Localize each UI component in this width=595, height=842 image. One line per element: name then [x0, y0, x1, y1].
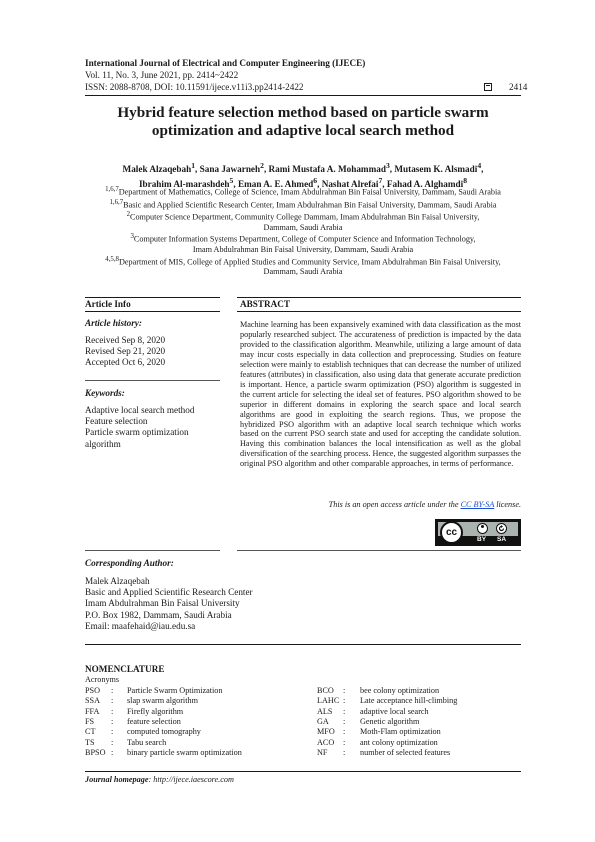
affiliation-sup: 1,6,7 — [109, 198, 124, 206]
acronyms-label: Acronyms — [85, 675, 120, 684]
acronym-row — [85, 686, 285, 696]
keyword: Adaptive local search method — [85, 405, 195, 415]
keywords-rule — [85, 380, 220, 381]
keyword: Feature selection — [85, 416, 148, 427]
affiliation — [85, 255, 521, 277]
acronym-colon: : — [343, 716, 346, 726]
abstract-rule-top — [237, 297, 521, 298]
corresponding-line: Imam Abdulrahman Bin Faisal University — [85, 598, 240, 609]
acronym-colon: : — [111, 727, 114, 737]
attribution-icon — [477, 523, 488, 534]
acronym-row — [317, 717, 517, 727]
article-info-rule-top — [85, 297, 220, 298]
author-sep: , — [481, 164, 484, 175]
acronym-abbr: BCO — [317, 686, 334, 695]
acronym-colon: : — [343, 696, 346, 706]
acronym-definition: ant colony optimization — [360, 737, 438, 747]
acronym-abbr: ALS — [317, 706, 333, 716]
author-name: Ibrahim Al-marashdeh — [138, 179, 230, 190]
title-line: optimization and adaptive local search method — [151, 122, 455, 139]
acronym-definition: Late acceptance hill-climbing — [360, 696, 458, 706]
acronym-abbr: CT — [85, 727, 96, 737]
acronym-row — [317, 696, 517, 706]
affiliation-line: Dammam, Saudi Arabia — [263, 222, 343, 232]
corresponding-line: P.O. Box 1982, Dammam, Saudi Arabia — [85, 609, 232, 620]
acronym-colon: : — [111, 737, 114, 747]
acronym-definition: bee colony optimization — [360, 686, 440, 695]
acronym-colon: : — [111, 686, 114, 695]
author-sep: , — [389, 164, 395, 175]
author-sup: 2 — [260, 161, 264, 170]
affiliation-line: Computer Science Department, Community College Dammam, Imam Abdulrahman Bin Faisal University, — [130, 212, 480, 222]
acronym-row — [85, 707, 285, 717]
affiliation-line: Department of MIS, College of Applied Studies and Community Service, Imam Abdulrahman Bin Faisal University, — [118, 257, 501, 267]
acronym-row — [85, 727, 285, 737]
affiliation-line: Imam Abdulrahman Bin Faisal University, Dammam, Saudi Arabia — [192, 244, 414, 254]
author-sup: 6 — [313, 176, 318, 186]
acronym-colon: : — [343, 727, 346, 737]
page-number: 2414 — [509, 82, 528, 92]
license-prefix: This is an open access article under the — [328, 500, 461, 509]
acronym-abbr: FFA — [85, 706, 100, 716]
journal-homepage — [85, 775, 234, 784]
author-sup: 5 — [229, 176, 234, 186]
nomenclature-title: NOMENCLATURE — [85, 664, 165, 674]
affiliation-line: Dammam, Saudi Arabia — [263, 267, 343, 277]
article-info-heading: Article Info — [85, 299, 131, 309]
corresponding-line: Basic and Applied Scientific Research Center — [85, 587, 253, 598]
acronym-colon: : — [111, 747, 114, 757]
book-icon — [484, 83, 492, 91]
author-name: Mutasem K. Alsmadi — [394, 164, 478, 175]
affiliation — [85, 198, 521, 211]
homepage-url[interactable]: : http://ijece.iaescore.com — [148, 775, 234, 784]
author-name: Rami Mustafa A. Mohammad — [268, 164, 386, 175]
acronym-row — [317, 748, 517, 758]
acronym-row — [317, 707, 517, 717]
share-alike-icon — [496, 523, 507, 534]
cc-by-sa-badge[interactable] — [435, 519, 521, 546]
title-line: Hybrid feature selection method based on particle swarm — [117, 104, 489, 121]
acronym-row — [85, 717, 285, 727]
affiliation-sup: 4,5,8 — [105, 255, 119, 263]
acronym-abbr: ACO — [317, 737, 335, 747]
journal-issn-doi: ISSN: 2088-8708, DOI: 10.11591/ijece.v11i3.pp2414-2422 — [85, 82, 304, 92]
acronym-colon: : — [343, 737, 346, 747]
acronym-abbr: TS — [85, 737, 95, 747]
acronym-definition: Firefly algorithm — [127, 706, 184, 716]
acronym-definition: feature selection — [127, 716, 181, 726]
acronym-abbr: PSO — [85, 686, 101, 695]
acronym-abbr: BPSO — [85, 747, 106, 757]
acronym-colon: : — [111, 696, 114, 706]
corresponding-line: Malek Alzaqebah — [85, 576, 150, 586]
abstract-rule — [237, 311, 521, 312]
keywords-list — [85, 405, 194, 450]
affiliation-line: Computer Information Systems Department, College of Computer Science and Information Technology, — [133, 235, 476, 245]
acronym-abbr: MFO — [317, 727, 335, 737]
history-item: Revised Sep 21, 2020 — [85, 346, 166, 357]
affiliation-sup: 2 — [126, 211, 130, 219]
acronym-definition: Particle Swarm Optimization — [127, 686, 223, 695]
paper-title — [85, 104, 521, 140]
corresponding-label: Corresponding Author: — [85, 558, 174, 568]
cc-by-sa-link[interactable]: CC BY-SA — [460, 500, 495, 509]
acronym-row — [317, 727, 517, 737]
author-name: Nashat Alrefai — [321, 179, 379, 190]
acronym-abbr: GA — [317, 716, 329, 726]
author-sep: , — [317, 179, 322, 190]
acronym-row — [85, 696, 285, 706]
acronym-row — [85, 738, 285, 748]
affiliation — [85, 232, 521, 254]
author-sep: , — [233, 179, 238, 190]
abstract-rule-bottom — [237, 550, 521, 551]
acronym-abbr: NF — [317, 747, 328, 757]
article-info-rule-bottom — [85, 550, 220, 551]
affiliation-line: Basic and Applied Scientific Research Center, Imam Abdulrahman Bin Faisal University, Dammam, Saudi Arabia — [123, 200, 497, 210]
cc-sa-label: SA — [497, 536, 507, 543]
author-sup: 8 — [463, 176, 468, 186]
article-info-rule — [85, 311, 220, 312]
author-sep: , — [382, 179, 387, 190]
acronym-definition: Genetic algorithm — [360, 716, 420, 726]
acronym-definition: computed tomography — [127, 727, 201, 737]
acronym-definition: number of selected features — [360, 747, 451, 757]
history-item: Received Sep 8, 2020 — [85, 335, 166, 345]
acronym-colon: : — [111, 716, 114, 726]
acronym-abbr: SSA — [85, 696, 101, 706]
acronym-definition: binary particle swarm optimization — [127, 747, 242, 757]
corresponding-email[interactable]: Email: maafehaid@iau.edu.sa — [85, 620, 196, 631]
corresponding-rule — [85, 644, 521, 645]
abstract-heading: ABSTRACT — [240, 299, 291, 309]
acronym-abbr: LAHC — [317, 696, 340, 706]
keywords-label: Keywords: — [85, 388, 125, 398]
affiliation-line: Department of Mathematics, College of Science, Imam Abdulrahman Bin Faisal University, Dammam, Saudi Arabia — [118, 187, 501, 197]
abstract-text: Machine learning has been expansively examined with data classification as the most popularly researched subject. The accurateness of prediction is impacted by the data provided to the classification algorithm. Meanwhile, utilizing a large amount of data may incur costs especially in data collection and preprocessing. Studies on feature selection were mainly to establish techniques that can decrease the number of utilized features (attributes) in classification, also using data that generate accurate prediction is important. Hence, a particle swarm optimization (PSO) algorithm is suggested in the current article for selecting the ideal set of features. PSO algorithm showed to be superior in different domains in exploring the search space and local search algorithms are good in exploiting the search regions. Thus, we propose the hybridized PSO algorithm with an adaptive local search technique which works based on the current PSO search state and used for accepting the candidate solution. Having this combination balances the local intensification as well as the global diversification of the searching process. Hence, the suggested algorithm surpasses the original PSO algorithm and other comparable approaches, in terms of performance. — [240, 320, 521, 469]
author-sep: , — [195, 164, 200, 175]
footer-rule — [85, 771, 521, 772]
author-sup: 3 — [385, 161, 390, 170]
acronym-colon: : — [111, 706, 114, 716]
homepage-label: Journal homepage — [85, 775, 149, 784]
cc-by-label: BY — [477, 536, 487, 543]
acronym-row — [317, 738, 517, 748]
author-name: Sana Jawarneh — [199, 164, 261, 175]
author-sup: 7 — [378, 176, 383, 186]
author-sup: 4 — [477, 161, 482, 170]
keyword: Particle swarm optimization — [85, 427, 189, 438]
acronym-definition: Tabu search — [127, 737, 167, 747]
acronym-definition: Moth-Flam optimization — [360, 727, 441, 737]
acronym-row — [85, 748, 285, 758]
acronym-colon: : — [343, 686, 346, 695]
article-history-label: Article history: — [85, 318, 142, 328]
article-history — [85, 335, 165, 369]
history-item: Accepted Oct 6, 2020 — [85, 357, 166, 368]
acronym-colon: : — [343, 747, 346, 757]
author-name: Eman A. E. Ahmed — [237, 179, 314, 190]
acronym-row — [317, 686, 517, 696]
author-name: Malek Alzaqebah — [122, 164, 192, 175]
journal-volume: Vol. 11, No. 3, June 2021, pp. 2414~2422 — [85, 70, 239, 80]
acronym-colon: : — [343, 706, 346, 716]
author-sup: 1 — [191, 161, 196, 170]
acronym-definition: slap swarm algorithm — [127, 696, 198, 706]
license-suffix: license. — [494, 500, 521, 509]
affiliation-list — [85, 185, 521, 277]
keyword: algorithm — [85, 438, 121, 449]
journal-name: International Journal of Electrical and Computer Engineering (IJECE) — [85, 58, 366, 68]
cc-logo-icon: cc — [440, 521, 463, 544]
author-sep: , — [263, 164, 269, 175]
header-rule — [85, 95, 521, 96]
affiliation — [85, 185, 521, 198]
license-note — [240, 500, 521, 509]
affiliation-sup: 3 — [130, 233, 134, 241]
corresponding-details — [85, 576, 253, 632]
affiliation-sup: 1,6,7 — [105, 186, 119, 193]
acronym-definition: adaptive local search — [360, 706, 429, 716]
author-line — [85, 160, 521, 175]
acronym-abbr: FS — [85, 716, 95, 726]
author-name: Fahad A. Alghamdi — [386, 179, 464, 190]
affiliation — [85, 210, 521, 232]
